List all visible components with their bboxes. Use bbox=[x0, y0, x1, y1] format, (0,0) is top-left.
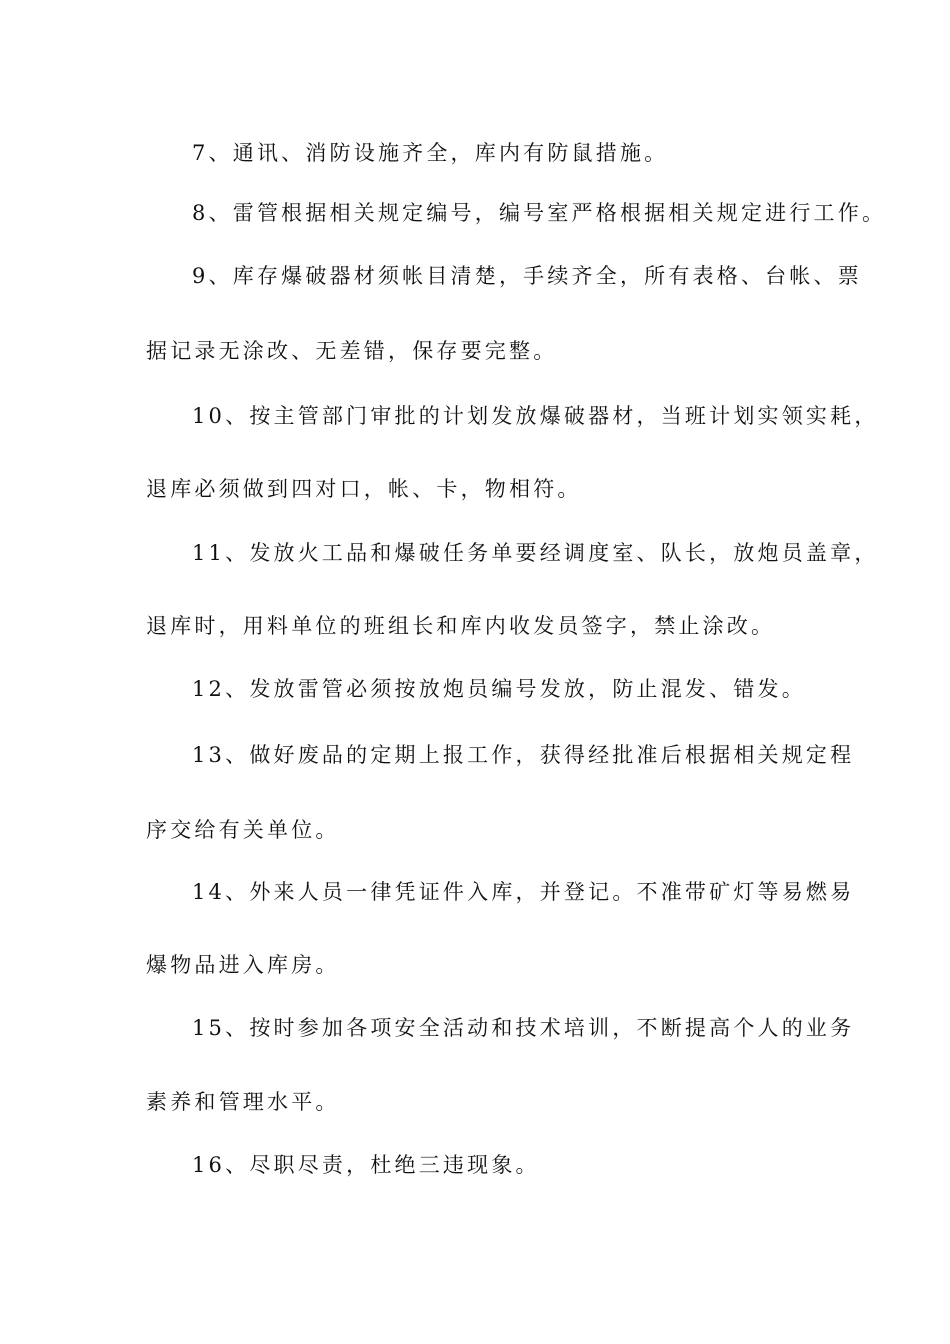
item-13-continued: 序交给有关单位。 bbox=[146, 818, 340, 842]
item-9: 9、库存爆破器材须帐目清楚，手续齐全，所有表格、台帐、票 bbox=[192, 264, 862, 288]
item-12: 12、发放雷管必须按放炮员编号发放，防止混发、错发。 bbox=[192, 677, 806, 701]
item-10: 10、按主管部门审批的计划发放爆破器材，当班计划实领实耗， bbox=[192, 404, 879, 428]
item-16: 16、尽职尽责，杜绝三违现象。 bbox=[192, 1153, 540, 1177]
item-13: 13、做好废品的定期上报工作，获得经批准后根据相关规定程 bbox=[192, 743, 855, 767]
item-8: 8、雷管根据相关规定编号，编号室严格根据相关规定进行工作。 bbox=[192, 201, 887, 225]
item-10-continued: 退库必须做到四对口，帐、卡，物相符。 bbox=[146, 477, 582, 501]
item-11-continued: 退库时，用料单位的班组长和库内收发员签字，禁止涂改。 bbox=[146, 614, 776, 638]
item-7: 7、通讯、消防设施齐全，库内有防鼠措施。 bbox=[192, 141, 669, 165]
item-14: 14、外来人员一律凭证件入库，并登记。不准带矿灯等易燃易 bbox=[192, 880, 855, 904]
item-15: 15、按时参加各项安全活动和技术培训，不断提高个人的业务 bbox=[192, 1016, 855, 1040]
item-11: 11、发放火工品和爆破任务单要经调度室、队长，放炮员盖章， bbox=[192, 541, 879, 565]
item-9-continued: 据记录无涂改、无差错，保存要完整。 bbox=[146, 339, 558, 363]
item-15-continued: 素养和管理水平。 bbox=[146, 1090, 340, 1114]
item-14-continued: 爆物品进入库房。 bbox=[146, 953, 340, 977]
